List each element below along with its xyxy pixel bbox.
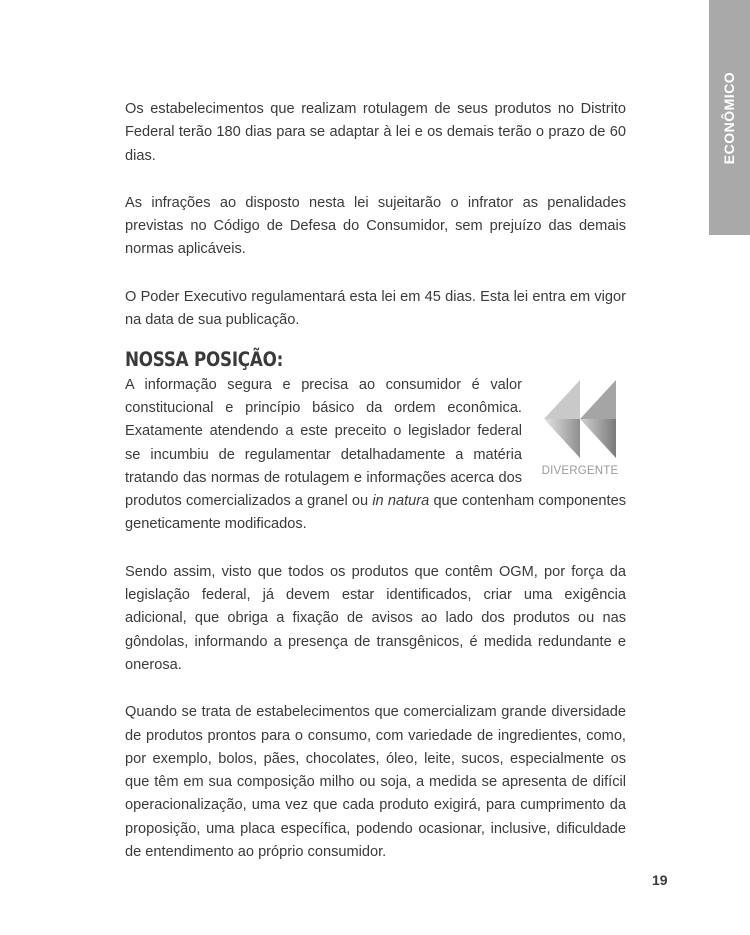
paragraph-deadline: Os estabelecimentos que realizam rotulagem de seus produtos no Distrito Federal terão 180 dias para se adaptar à lei e os demais terão o prazo de 60 dias. <box>125 101 626 164</box>
position-text-part2: que contenham componentes geneticamente modificados. <box>125 493 627 533</box>
paragraph-operational-difficulty: Quando se trata de estabelecimentos que comercializam grande diversidade de produtos prontos para o consumo, com variedade de ingredientes, como, por exemplo, bolos, pães, chocolates, óleo, leite, sucos, especialmente os que têm em sua composição milho ou soja, a medida se apresenta de difícil operacionalização, uma vez que cada produto exigirá, para cumprimento da proposição, uma placa específica, podendo ocasionar, inclusive, dificuldade de entendimento ao próprio consumidor. <box>125 704 626 861</box>
paragraph-regulation: O Poder Executivo regulamentará esta lei em 45 dias. Esta lei entra em vigor na data de sua publicação. <box>125 288 626 329</box>
divergent-badge <box>534 380 626 482</box>
position-text-italic: in natura <box>372 493 430 510</box>
paragraph-ogm-labeling: Sendo assim, visto que todos os produtos que contêm OGM, por força da legislação federal, já devem estar identificados, criar uma exigência adicional, que obriga a fixação de avisos ao lado dos produtos ou nas gôndolas, informando a presença de transgênicos, é medida redundante e onerosa. <box>125 563 626 673</box>
page-number: 19 <box>652 872 668 888</box>
paragraph-penalties: As infrações ao disposto nesta lei sujeitarão o infrator as penalidades previstas no Código de Defesa do Consumidor, sem prejuízo das demais normas aplicáveis. <box>125 194 626 258</box>
divergent-label: DIVERGENTE <box>541 464 619 477</box>
section-tab-label: ECONÔMICO <box>721 71 737 165</box>
position-text-part1: A informação segura e precisa ao consumidor é valor constitucional e princípio básico da ordem econômica. Exatamente atendendo a este preceito o legislador federal se incumbiu de regulamentar detalhadamente a matéria tratando das normas de rotulagem e informações acerca dos produtos comercializados a granel ou <box>125 376 522 510</box>
section-heading: NOSSA POSIÇÃO: <box>125 348 284 372</box>
double-left-arrow-icon <box>542 380 618 458</box>
page-content <box>125 98 626 888</box>
paragraph-position-intro <box>125 374 626 537</box>
section-tab <box>709 0 750 235</box>
